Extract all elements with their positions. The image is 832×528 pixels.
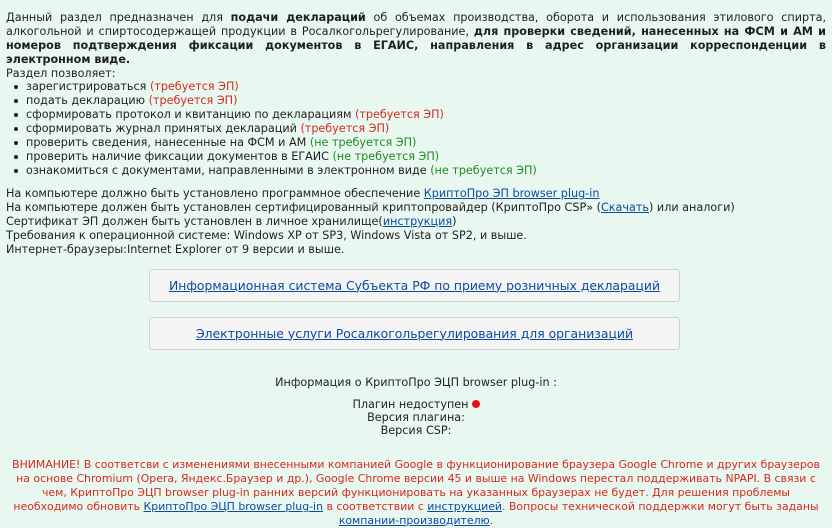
requirement-csp: На компьютере должен быть установлен сертифицированный криптопровайдер (КриптоПро CSP» (Скачать) или аналоги) [6,201,735,214]
capability-item: сформировать журнал принятых деклараций (требуется ЭП) [6,122,537,136]
intro-text [6,11,826,67]
instruction-link-2[interactable]: инструкцией [427,500,503,513]
requirements [6,187,735,257]
ep-required-note: (требуется ЭП) [355,108,444,121]
intro-part-2: об объемах производства, оборота и использования этилового спирта, алкогольной и спиртосодержащей продукции в Росалкогольрегулирование, [6,11,826,38]
electronic-services-button[interactable]: Электронные услуги Росалкогольрегулирования для организаций [149,317,680,350]
capability-item: проверить сведения, нанесенные на ФСМ и АМ (не требуется ЭП) [6,136,537,150]
intro-bold-2: для проверки сведений, нанесенных на ФСМ и АМ и номеров подтверждения фиксации документов в ЕГАИС, направления в адрес организации корреспонденции в электронном виде. [6,25,826,66]
capability-item: зарегистрироваться (требуется ЭП) [6,80,537,94]
intro-bold-1: подачи деклараций [230,11,366,24]
ep-not-required-note: (не требуется ЭП) [309,136,417,149]
capabilities-title: Раздел позволяет: [6,67,116,80]
capability-item: ознакомиться с документами, направленными в электронном виде (не требуется ЭП) [6,164,537,178]
plugin-status: Плагин недоступен [0,398,832,411]
cryptopro-plugin-link[interactable]: КриптоПро ЭП browser plug-in [423,187,600,200]
capabilities-list [6,80,537,178]
plugin-update-link[interactable]: КриптоПро ЭЦП browser plug-in [143,500,323,513]
intro-part-1: Данный раздел предназначен для [6,11,231,24]
ep-required-note: (требуется ЭП) [149,80,239,93]
ep-not-required-note: (не требуется ЭП) [332,150,440,163]
plugin-version: Версия плагина: [367,411,465,424]
csp-version: Версия CSP: [380,424,452,437]
ep-not-required-note: (не требуется ЭП) [430,164,537,177]
requirement-certificate: Сертификат ЭП должен быть установлен в личное хранилище(инструкция) [6,215,457,228]
capability-item: сформировать протокол и квитанцию по декларациям (требуется ЭП) [6,108,537,122]
capability-item: подать декларацию (требуется ЭП) [6,94,537,108]
requirement-browsers: Интернет-браузеры:Internet Explorer от 9 версии и выше. [6,243,345,256]
download-csp-link[interactable]: Скачать [600,201,649,214]
ep-required-note: (требуется ЭП) [300,122,390,135]
npapi-warning: ВНИМАНИЕ! В соответсви с изменениями внесенными компанией Google в функционирование браузера Google Chrome и других браузеров на основе Chromium (Opera, Яндекс.Браузер и др.), Google Chrome версии 45 и выше на Windows перестал поддерживать NPAPI. В связи с чем, КриптоПро ЭЦП browser plug-in ранних версий функционировать на указанных браузерах не будет. Для решения проблемы необходимо обновить КриптоПро ЭЦП browser plug-in в соответствии с инструкцией. Вопросы технической поддержки могут быть заданы компании-производителю. [12,458,820,527]
status-dot-icon [472,400,480,408]
plugin-info-title: Информация о КриптоПро ЭЦП browser plug-in : [275,376,557,389]
requirement-software: На компьютере должно быть установлено программное обеспечение КриптоПро ЭП browser plug-in [6,187,600,200]
instruction-link[interactable]: инструкция [382,215,453,228]
manufacturer-link[interactable]: компании-производителю [338,514,490,527]
capability-item: проверить наличие фиксации документов в ЕГАИС (не требуется ЭП) [6,150,537,164]
plugin-info [0,398,832,437]
ep-required-note: (требуется ЭП) [148,94,238,107]
requirement-os: Требования к операционной системе: Windows XP от SP3, Windows Vista от SP2, и выше. [6,229,527,242]
retail-declarations-button[interactable]: Информационная система Субъекта РФ по приему розничных деклараций [149,269,680,302]
